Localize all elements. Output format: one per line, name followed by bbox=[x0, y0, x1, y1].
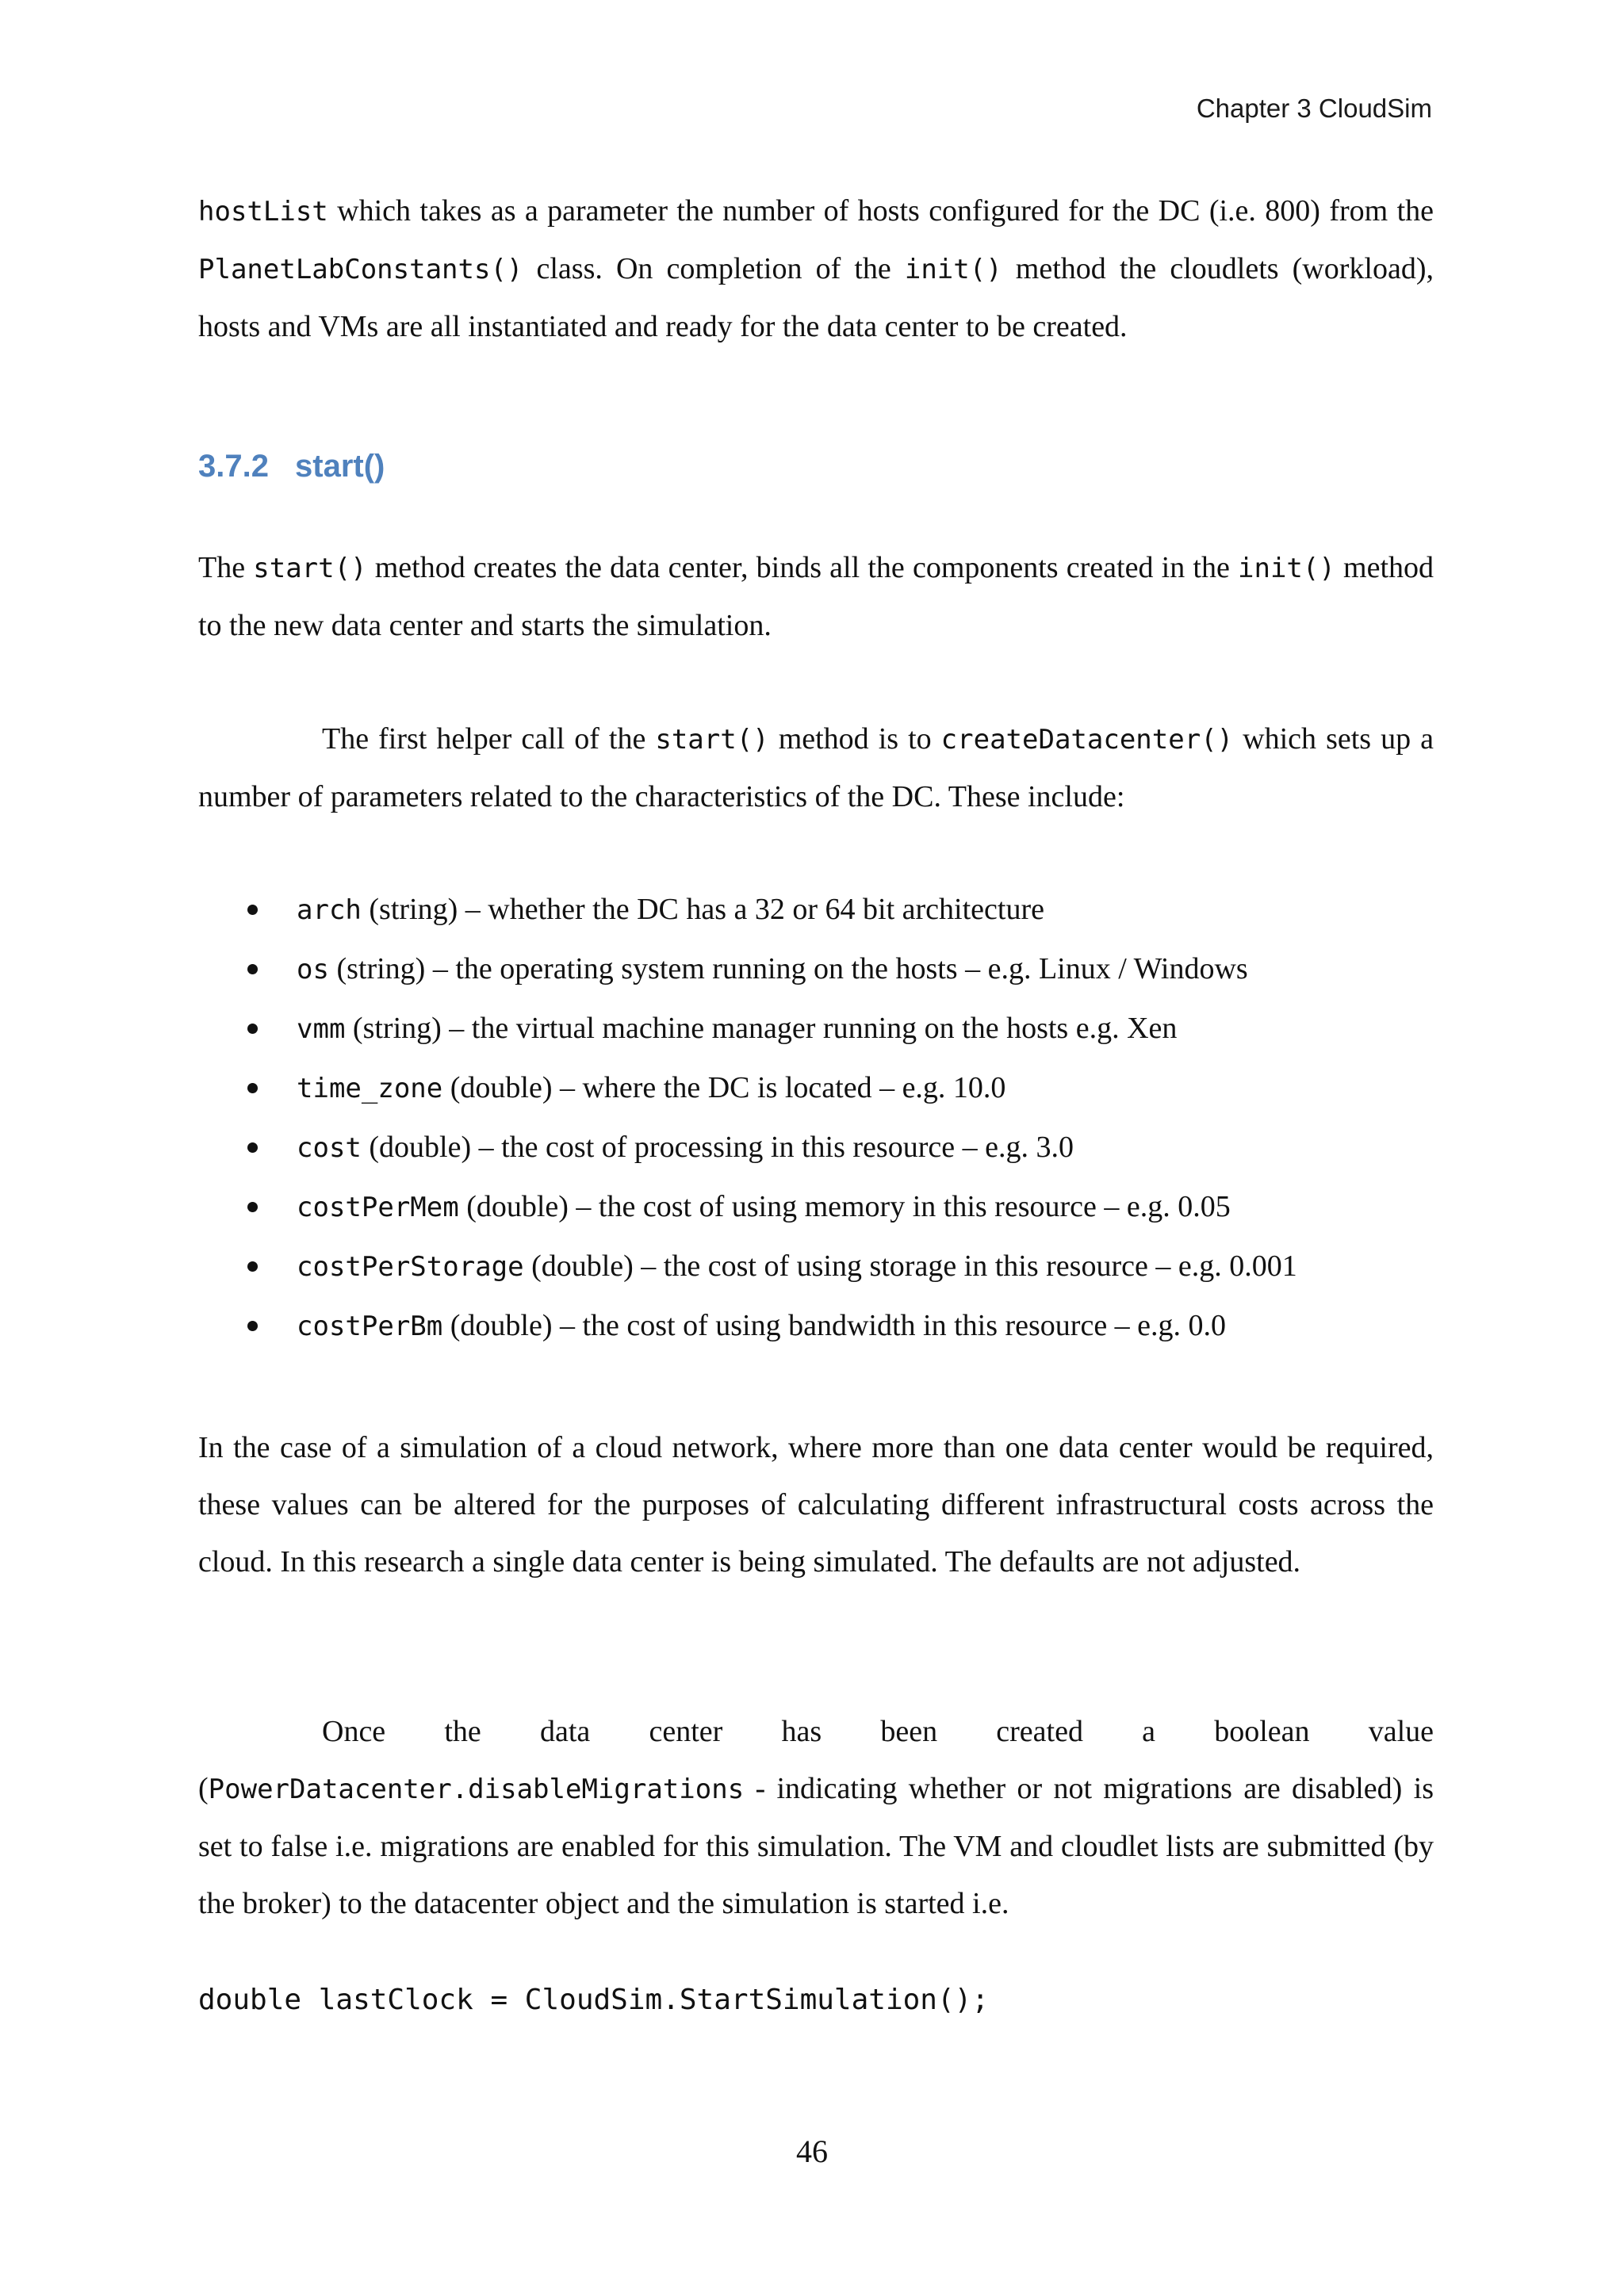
code-snippet: double lastClock = CloudSim.StartSimulation(); bbox=[198, 1984, 989, 2016]
list-item-text: (double) – the cost of using storage in this resource – e.g. 0.001 bbox=[523, 1249, 1297, 1283]
bullet-icon bbox=[247, 1321, 258, 1331]
bullet-icon bbox=[247, 905, 258, 915]
paragraph-text: which sets up a number of parameters related to the characteristics of the DC. These include: bbox=[198, 722, 1434, 813]
paragraph-text: method creates the data center, binds all the components created in the bbox=[366, 551, 1238, 584]
section-heading bbox=[198, 449, 385, 484]
paragraph-text: method to the new data center and starts the simulation. bbox=[198, 551, 1434, 642]
list-item bbox=[198, 1237, 1434, 1296]
inline-code: start() bbox=[253, 553, 367, 584]
paragraph-migrations bbox=[198, 1703, 1434, 1932]
paragraph-text: method is to bbox=[768, 722, 941, 756]
bullet-icon bbox=[247, 1083, 258, 1093]
paragraph-cloud-network: In the case of a simulation of a cloud network, where more than one data center would be required, these values can be altered for the purposes of calculating different infrastructural costs across the cloud. In this research a single data center is being simulated. The defaults are not adjusted. bbox=[198, 1431, 1434, 1578]
inline-code: cost bbox=[297, 1132, 362, 1164]
list-item-text: (double) – the cost of using bandwidth in this resource – e.g. 0.0 bbox=[442, 1309, 1227, 1342]
paragraph-text: method the cloudlets (workload), hosts and VMs are all instantiated and ready for the data center to be created. bbox=[198, 252, 1434, 343]
page-number: 46 bbox=[796, 2133, 828, 2169]
paragraph-text: The bbox=[198, 551, 254, 584]
inline-code: init() bbox=[904, 254, 1002, 285]
bullet-icon bbox=[247, 1142, 258, 1153]
list-item bbox=[198, 939, 1434, 999]
list-item bbox=[198, 1177, 1434, 1237]
paragraph-helper-call bbox=[198, 710, 1434, 825]
section-number: 3.7.2 bbox=[198, 449, 269, 484]
paragraph-text: class. On completion of the bbox=[523, 252, 905, 285]
list-item bbox=[198, 1118, 1434, 1177]
inline-code: costPerMem bbox=[297, 1192, 459, 1223]
list-item-text: (string) – the virtual machine manager running on the hosts e.g. Xen bbox=[345, 1012, 1178, 1045]
paragraph-text: Once the data center has been created a boolean value ( bbox=[198, 1715, 1434, 1805]
list-item bbox=[198, 999, 1434, 1058]
list-item bbox=[198, 880, 1434, 939]
inline-code: costPerBm bbox=[297, 1311, 443, 1342]
inline-code: PlanetLabConstants() bbox=[198, 254, 523, 285]
inline-code: time_zone bbox=[297, 1073, 443, 1104]
paragraph-start-method bbox=[198, 539, 1434, 654]
bullet-icon bbox=[247, 964, 258, 974]
inline-code: createDatacenter() bbox=[940, 724, 1234, 756]
list-item-text: (string) – the operating system running on the hosts – e.g. Linux / Windows bbox=[328, 952, 1248, 985]
paragraph-text: - indicating whether or not migrations are disabled) is set to false i.e. migrations are enabled for this simulation. The VM and cloudlet lists are submitted (by the broker) to the datacenter object and the simulation is started i.e. bbox=[198, 1772, 1434, 1920]
list-item bbox=[198, 1296, 1434, 1356]
running-head: Chapter 3 CloudSim bbox=[1196, 94, 1432, 123]
inline-code: os bbox=[297, 954, 329, 985]
paragraph-host-list bbox=[198, 182, 1434, 355]
section-title: start() bbox=[295, 449, 385, 484]
list-item-text: (double) – the cost of processing in this resource – e.g. 3.0 bbox=[361, 1131, 1074, 1164]
bullet-icon bbox=[247, 1202, 258, 1212]
inline-code: costPerStorage bbox=[297, 1251, 524, 1283]
list-item-text: (double) – where the DC is located – e.g. 10.0 bbox=[442, 1071, 1006, 1104]
inline-code: vmm bbox=[297, 1013, 346, 1045]
inline-code: arch bbox=[297, 894, 362, 926]
paragraph-text: The first helper call of the bbox=[322, 722, 656, 756]
paragraph-text: which takes as a parameter the number of hosts configured for the DC (i.e. 800) from the bbox=[327, 194, 1434, 228]
bullet-icon bbox=[247, 1024, 258, 1034]
list-item-text: (double) – the cost of using memory in this resource – e.g. 0.05 bbox=[458, 1190, 1231, 1223]
list-item bbox=[198, 1058, 1434, 1118]
inline-code: PowerDatacenter.disableMigrations bbox=[208, 1774, 745, 1805]
inline-code: hostList bbox=[198, 196, 328, 228]
list-item-text: (string) – whether the DC has a 32 or 64 bit architecture bbox=[361, 893, 1044, 926]
bullet-icon bbox=[247, 1261, 258, 1272]
parameter-list bbox=[198, 880, 1434, 1356]
inline-code: init() bbox=[1238, 553, 1335, 584]
inline-code: start() bbox=[655, 724, 769, 756]
